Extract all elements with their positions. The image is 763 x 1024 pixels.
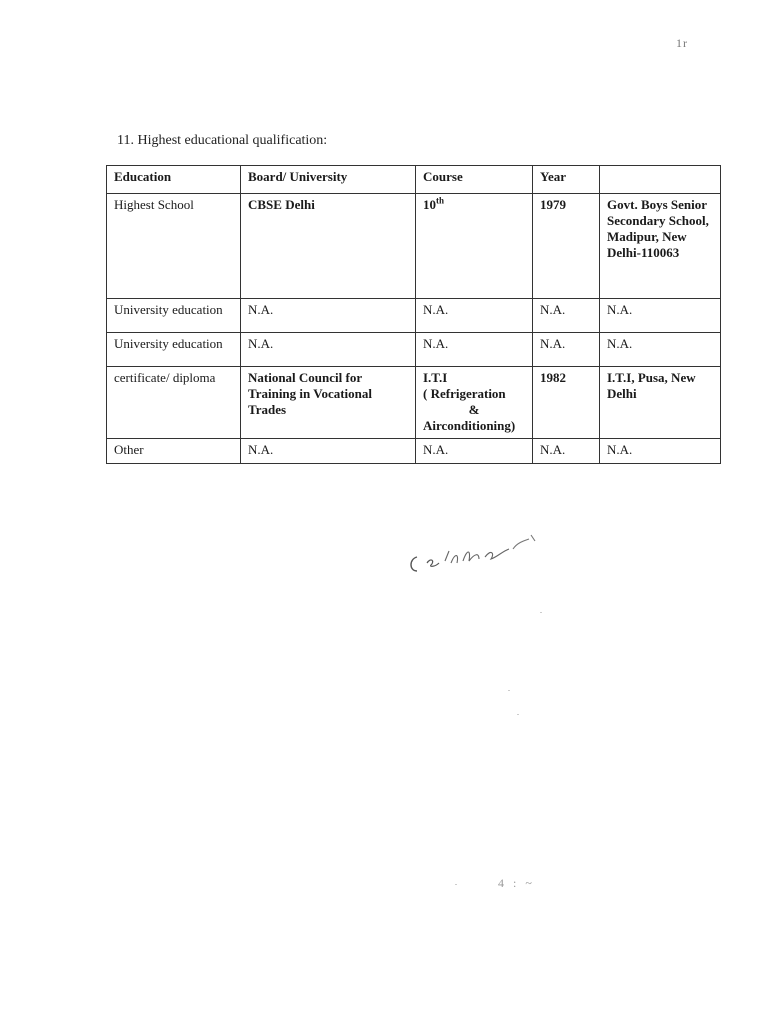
page-number-mark: 1r	[676, 36, 688, 50]
cell-institution: N.A.	[600, 333, 721, 367]
cell-course: N.A.	[416, 299, 533, 333]
table-row	[107, 299, 721, 333]
course-value: 10	[423, 197, 436, 212]
signature	[405, 527, 555, 577]
header-year: Year	[533, 166, 600, 194]
header-board-university: Board/ University	[241, 166, 416, 194]
cell-education: University education	[107, 299, 241, 333]
cell-course	[416, 367, 533, 439]
cell-institution: N.A.	[600, 439, 721, 464]
scan-speck	[517, 714, 519, 715]
header-institution	[600, 166, 721, 194]
cell-board: CBSE Delhi	[241, 194, 416, 299]
cell-education: certificate/ diploma	[107, 367, 241, 439]
course-line: &	[468, 402, 480, 417]
header-course: Course	[416, 166, 533, 194]
course-line: I.T.I	[423, 370, 448, 385]
cell-board: National Council for Training in Vocational Trades	[241, 367, 416, 439]
cell-year: N.A.	[533, 333, 600, 367]
cell-year: 1979	[533, 194, 600, 299]
cell-year: 1982	[533, 367, 600, 439]
scan-speck	[540, 612, 542, 613]
table-row	[107, 439, 721, 464]
table-row	[107, 333, 721, 367]
course-line: Airconditioning)	[423, 418, 516, 433]
cell-board: N.A.	[241, 333, 416, 367]
scan-speck	[455, 884, 457, 885]
cell-year: N.A.	[533, 439, 600, 464]
cell-education: University education	[107, 333, 241, 367]
qualification-table	[106, 165, 721, 464]
cell-board: N.A.	[241, 439, 416, 464]
course-superscript: th	[436, 195, 445, 206]
table-header-row	[107, 166, 721, 194]
cell-education: Other	[107, 439, 241, 464]
cell-course	[416, 194, 533, 299]
cell-course: N.A.	[416, 439, 533, 464]
cell-institution: N.A.	[600, 299, 721, 333]
header-education: Education	[107, 166, 241, 194]
table-row	[107, 367, 721, 439]
cell-education: Highest School	[107, 194, 241, 299]
cell-institution: I.T.I, Pusa, New Delhi	[600, 367, 721, 439]
course-line: ( Refrigeration	[423, 386, 506, 401]
cell-board: N.A.	[241, 299, 416, 333]
section-heading: 11. Highest educational qualification:	[117, 133, 328, 148]
faint-mark: 4 : ~	[498, 876, 535, 890]
cell-year: N.A.	[533, 299, 600, 333]
cell-institution: Govt. Boys Senior Secondary School, Madipur, New Delhi-110063	[600, 194, 721, 299]
scan-speck	[508, 690, 510, 691]
table-row	[107, 194, 721, 299]
cell-course: N.A.	[416, 333, 533, 367]
